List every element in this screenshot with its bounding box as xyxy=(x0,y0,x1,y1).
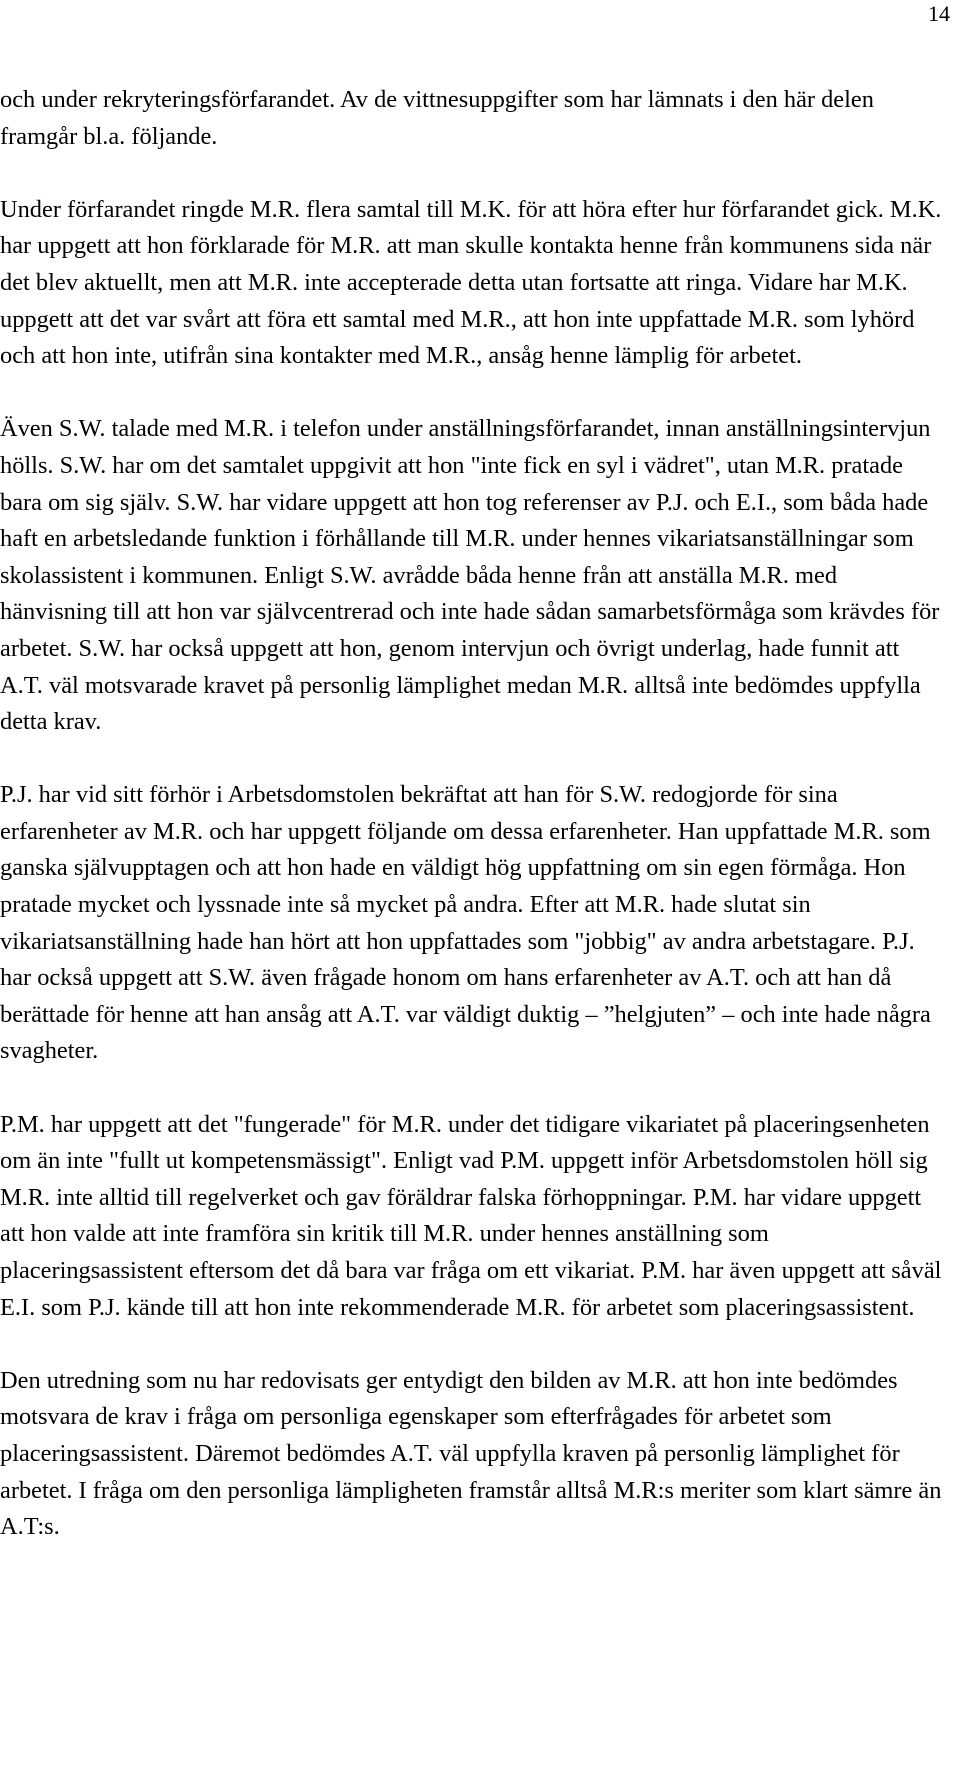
paragraph-pm-statement: P.M. har uppgett att det "fungerade" för M.R. under det tidigare vikariatet på placeringsenheten om än inte "fullt ut kompetensmässigt". Enligt vad P.M. uppgett inför Arbetsdomstolen höll sig M.R. inte alltid till regelverket och gav föräldrar falska förhoppningar. P.M. har vidare uppgett att hon valde att inte framföra sin kritik till M.R. under hennes anställning som placeringsassistent eftersom det då bara var fråga om ett vikariat. P.M. har även uppgett att såväl E.I. som P.J. kände till att hon inte rekommenderade M.R. för arbetet som placeringsassistent. xyxy=(0,1110,942,1321)
paragraph-intro: och under rekryteringsförfarandet. Av de vittnesuppgifter som har lämnats i den här delen framgår bl.a. följande. xyxy=(0,86,874,150)
document-body xyxy=(0,82,945,1546)
paragraph-sw-statement: Även S.W. talade med M.R. i telefon under anställningsförfarandet, innan anställningsintervjun hölls. S.W. har om det samtalet uppgivit att hon "inte fick en syl i vädret", utan M.R. pratade bara om sig själv. S.W. har vidare uppgett att hon tog referenser av P.J. och E.I., som båda hade haft en arbetsledande funktion i förhållande till M.R. under hennes vikariatsanställningar som skolassistent i kommunen. Enligt S.W. avrådde båda henne från att anställa M.R. med hänvisning till att hon var självcentrerad och inte hade sådan samarbetsförmåga som krävdes för arbetet. S.W. har också uppgett att hon, genom intervjun och övrigt underlag, hade funnit att A.T. väl motsvarade kravet på personlig lämplighet medan M.R. alltså inte bedömdes uppfylla detta krav. xyxy=(0,415,940,736)
paragraph-pj-statement: P.J. har vid sitt förhör i Arbetsdomstolen bekräftat att han för S.W. redogjorde för sina erfarenheter av M.R. och har uppgett följande om dessa erfarenheter. Han uppfattade M.R. som ganska självupptagen och att hon hade en väldigt hög uppfattning om sin egen förmåga. Hon pratade mycket och lyssnade inte så mycket på andra. Efter att M.R. hade slutat sin vikariatsanställning hade han hört att hon uppfattades som "jobbig" av andra arbetstagare. P.J. har också uppgett att S.W. även frågade honom om hans erfarenheter av A.T. och att han då berättade för henne att han ansåg att A.T. var väldigt duktig – ”helgjuten” – och inte hade några svagheter. xyxy=(0,781,931,1065)
paragraph-mk-statement: Under förfarandet ringde M.R. flera samtal till M.K. för att höra efter hur förfarandet gick. M.K. har uppgett att hon förklarade för M.R. att man skulle kontakta henne från kommunens sida när det blev aktuellt, men att M.R. inte accepterade detta utan fortsatte att ringa. Vidare har M.K. uppgett att det var svårt att föra ett samtal med M.R., att hon inte uppfattade M.R. som lyhörd och att hon inte, utifrån sina kontakter med M.R., ansåg henne lämplig för arbetet. xyxy=(0,195,942,370)
paragraph-conclusion: Den utredning som nu har redovisats ger entydigt den bilden av M.R. att hon inte bedömdes motsvara de krav i fråga om personliga egenskaper som efterfrågades för arbetet som placeringsassistent. Däremot bedömdes A.T. väl uppfylla kraven på personlig lämplighet för arbetet. I fråga om den personliga lämpligheten framstår alltså M.R:s meriter som klart sämre än A.T:s. xyxy=(0,1366,942,1541)
page-number: 14 xyxy=(928,1,950,26)
